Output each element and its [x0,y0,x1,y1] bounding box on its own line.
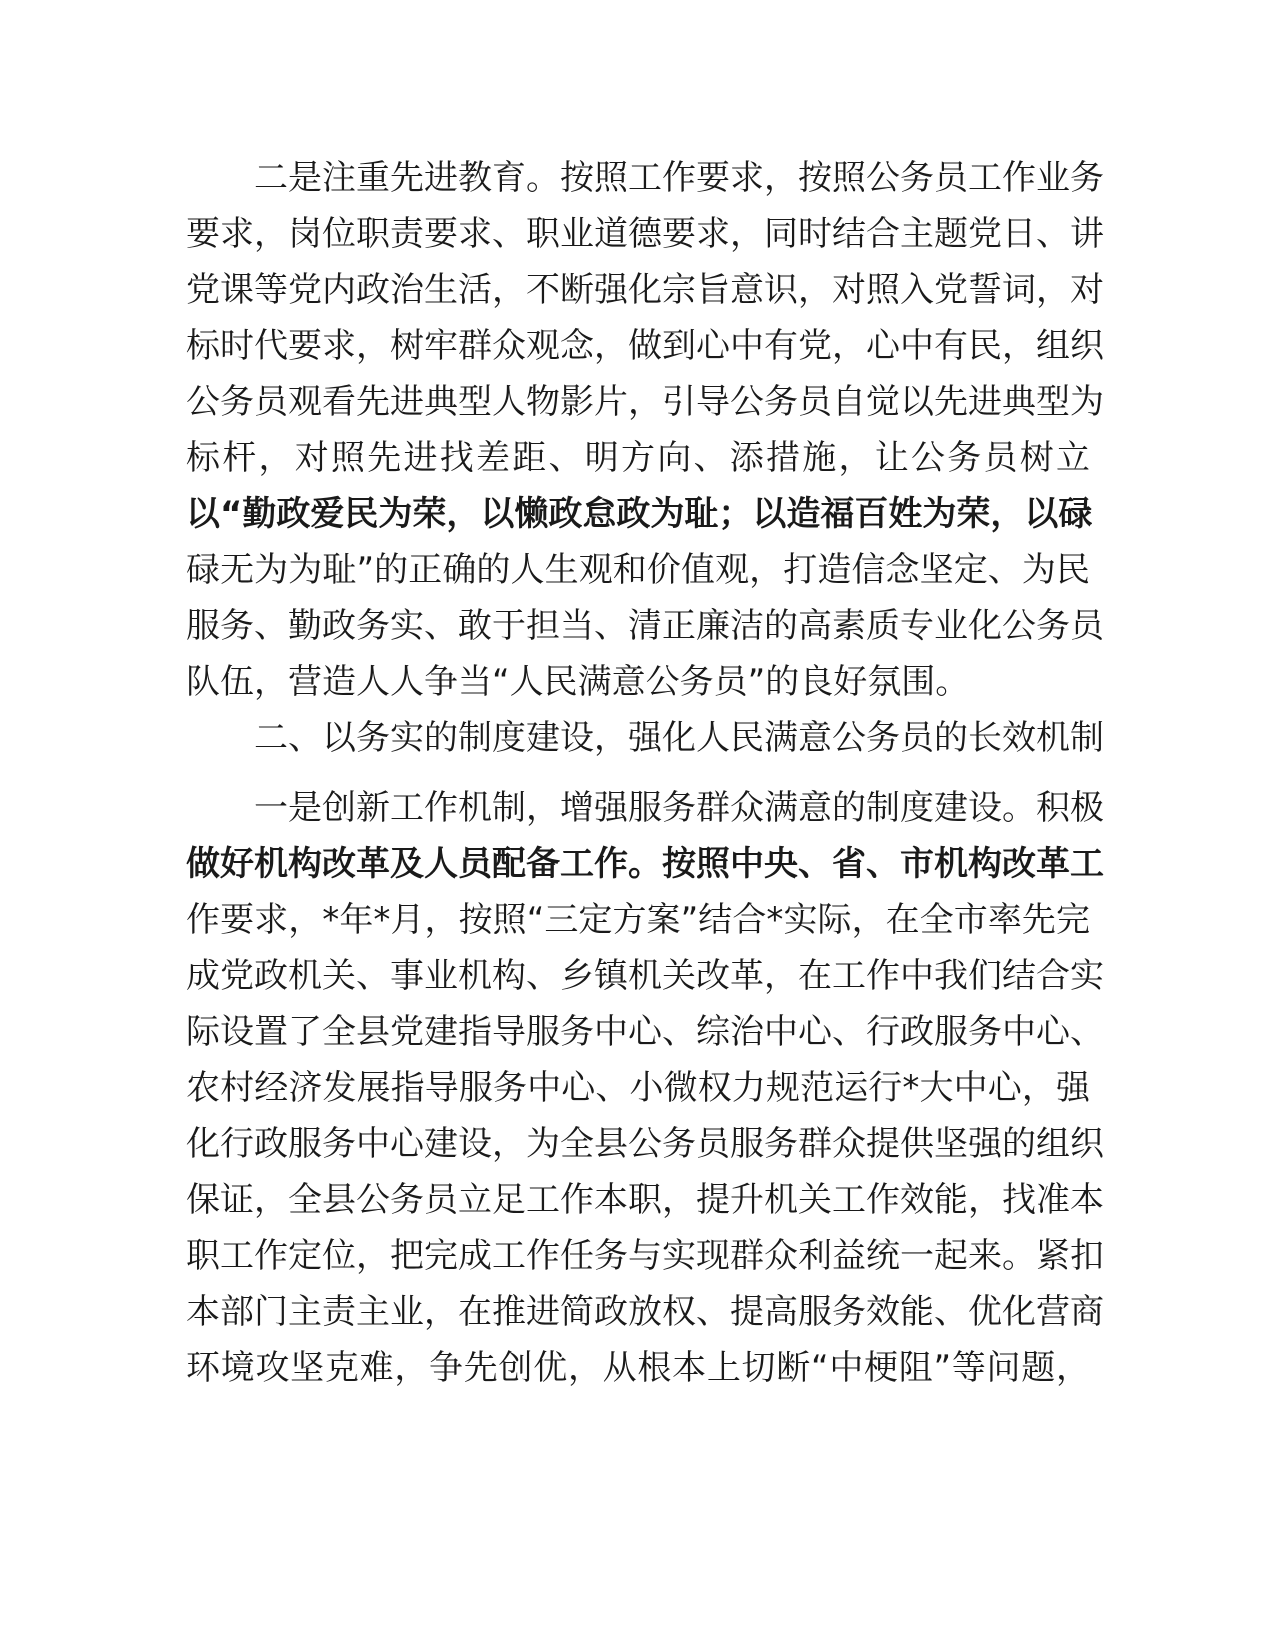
paragraph-3-line-4: 成党政机关、事业机构、乡镇机关改革，在工作中我们结合实 [186,956,1104,996]
paragraph-3-line-1: 一是创新工作机制，增强服务群众满意的制度建设。积极 [254,788,1104,828]
paragraph-1-line-7: 以“勤政爱民为荣，以懒政怠政为耻；以造福百姓为荣，以碌 [186,494,1093,534]
paragraph-3-line-5: 际设置了全县党建指导服务中心、综治中心、行政服务中心、 [186,1012,1104,1052]
paragraph-3-line-9: 职工作定位，把完成工作任务与实现群众利益统一起来。紧扣 [186,1236,1104,1276]
paragraph-3-line-6: 农村经济发展指导服务中心、小微权力规范运行*大中心，强 [186,1068,1090,1108]
section-heading: 二、以务实的制度建设，强化人民满意公务员的长效机制 [254,718,1104,758]
paragraph-1-line-4: 标时代要求，树牢群众观念，做到心中有党，心中有民，组织 [186,326,1104,366]
paragraph-3-line-3: 作要求，*年*月，按照“三定方案”结合*实际，在全市率先完 [186,900,1090,940]
paragraph-3-line-8: 保证，全县公务员立足工作本职，提升机关工作效能，找准本 [186,1180,1104,1220]
paragraph-1-line-10: 队伍，营造人人争当“人民满意公务员”的良好氛围。 [186,662,970,702]
paragraph-1-line-2: 要求，岗位职责要求、职业道德要求，同时结合主题党日、讲 [186,214,1104,254]
paragraph-3-line-7: 化行政服务中心建设，为全县公务员服务群众提供坚强的组织 [186,1124,1104,1164]
paragraph-1-line-6: 标杆，对照先进找差距、明方向、添措施，让公务员树立 [186,438,1090,478]
paragraph-1-line-8: 碌无为为耻”的正确的人生观和价值观，打造信念坚定、为民 [186,550,1090,590]
paragraph-1-line-9: 服务、勤政务实、敢于担当、清正廉洁的高素质专业化公务员 [186,606,1104,646]
paragraph-3-line-11: 环境攻坚克难，争先创优，从根本上切断“中梗阻”等问题， [186,1348,1090,1388]
paragraph-1-line-3: 党课等党内政治生活，不断强化宗旨意识，对照入党誓词，对 [186,270,1104,310]
paragraph-1-line-5: 公务员观看先进典型人物影片，引导公务员自觉以先进典型为 [186,382,1104,422]
paragraph-3-line-10: 本部门主责主业，在推进简政放权、提高服务效能、优化营商 [186,1292,1104,1332]
paragraph-1-line-1: 二是注重先进教育。按照工作要求，按照公务员工作业务 [254,158,1104,198]
paragraph-3-line-2: 做好机构改革及人员配备工作。按照中央、省、市机构改革工 [186,844,1104,884]
